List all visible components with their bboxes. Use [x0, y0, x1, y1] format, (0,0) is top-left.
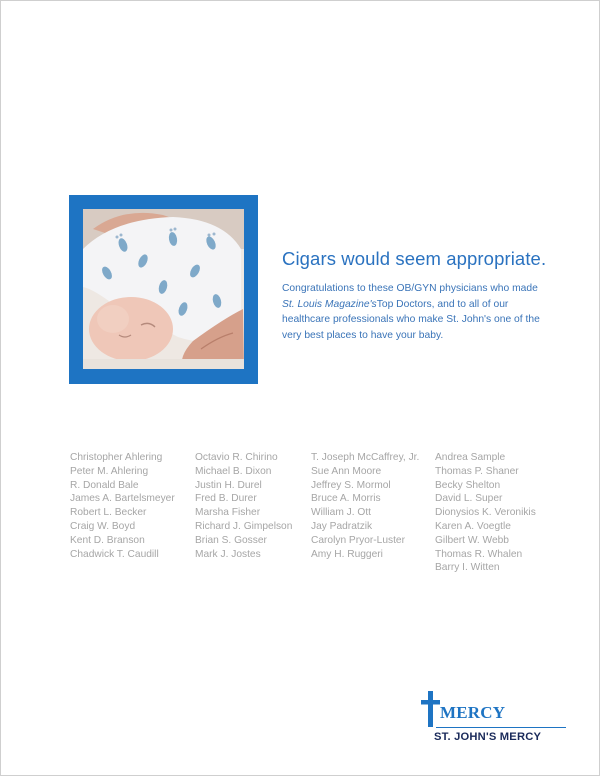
physician-name: Dionysios K. Veronikis	[435, 507, 536, 519]
physician-name: Richard J. Gimpelson	[195, 520, 293, 532]
physician-name: Amy H. Ruggeri	[311, 548, 383, 560]
newborn-photo	[83, 209, 244, 369]
cross-icon	[420, 691, 442, 732]
logo-subtitle: ST. JOHN'S MERCY	[434, 731, 542, 743]
physician-name: Octavio R. Chirino	[195, 452, 278, 463]
physician-name: Gilbert W. Webb	[435, 534, 509, 546]
physician-name: Thomas R. Whalen	[435, 548, 523, 560]
intro-paragraph	[282, 281, 552, 343]
intro-text-part2: Top Doctors, and to all of our healthcare professionals who make St. John's one of the very best places to have your baby.	[282, 298, 540, 341]
physician-name: Jay Padratzik	[311, 520, 373, 532]
physician-column-2	[195, 451, 292, 561]
physician-name: Kent D. Branson	[70, 534, 145, 546]
logo-wordmark: MERCY	[440, 703, 506, 722]
physician-name: Karen A. Voegtle	[435, 520, 511, 532]
physician-name: Carolyn Pryor-Luster	[311, 534, 405, 546]
physician-name: David L. Super	[435, 493, 503, 505]
physician-name: Craig W. Boyd	[70, 520, 136, 532]
physician-name: R. Donald Bale	[70, 479, 139, 491]
physician-name: Justin H. Durel	[195, 479, 262, 491]
physician-name: James A. Bartelsmeyer	[70, 493, 175, 505]
physician-name: Andrea Sample	[435, 452, 506, 463]
physician-name: Becky Shelton	[435, 479, 501, 491]
physician-name: Robert L. Becker	[70, 507, 147, 519]
headline: Cigars would seem appropriate.	[282, 248, 547, 269]
physician-name: Thomas P. Shaner	[435, 465, 519, 477]
physician-name: Michael B. Dixon	[195, 465, 272, 477]
mercy-logo	[418, 691, 570, 747]
physician-column-3	[311, 451, 419, 561]
physician-name: Peter M. Ahlering	[70, 465, 149, 477]
physician-name: William J. Ott	[311, 507, 371, 519]
swaddled-newborn-photo	[83, 209, 244, 369]
logo-divider	[436, 727, 566, 728]
physician-name: Fred B. Durer	[195, 493, 257, 505]
physician-name: Christopher Ahlering	[70, 452, 163, 463]
physician-name: Brian S. Gosser	[195, 534, 267, 546]
photo-frame	[69, 195, 258, 384]
physician-name: T. Joseph McCaffrey, Jr.	[311, 452, 420, 463]
physician-name: Chadwick T. Caudill	[70, 548, 159, 560]
physician-column-1	[70, 451, 175, 561]
physician-name: Marsha Fisher	[195, 507, 261, 519]
physician-name: Mark J. Jostes	[195, 548, 261, 560]
physician-name: Jeffrey S. Mormol	[311, 479, 391, 491]
physician-name: Sue Ann Moore	[311, 465, 382, 477]
magazine-title: St. Louis Magazine's	[282, 298, 377, 310]
physician-name: Bruce A. Morris	[311, 493, 381, 505]
physician-name: Barry I. Witten	[435, 562, 500, 574]
physician-column-4	[435, 451, 536, 575]
intro-text-part1: Congratulations to these OB/GYN physicians who made	[282, 283, 538, 294]
